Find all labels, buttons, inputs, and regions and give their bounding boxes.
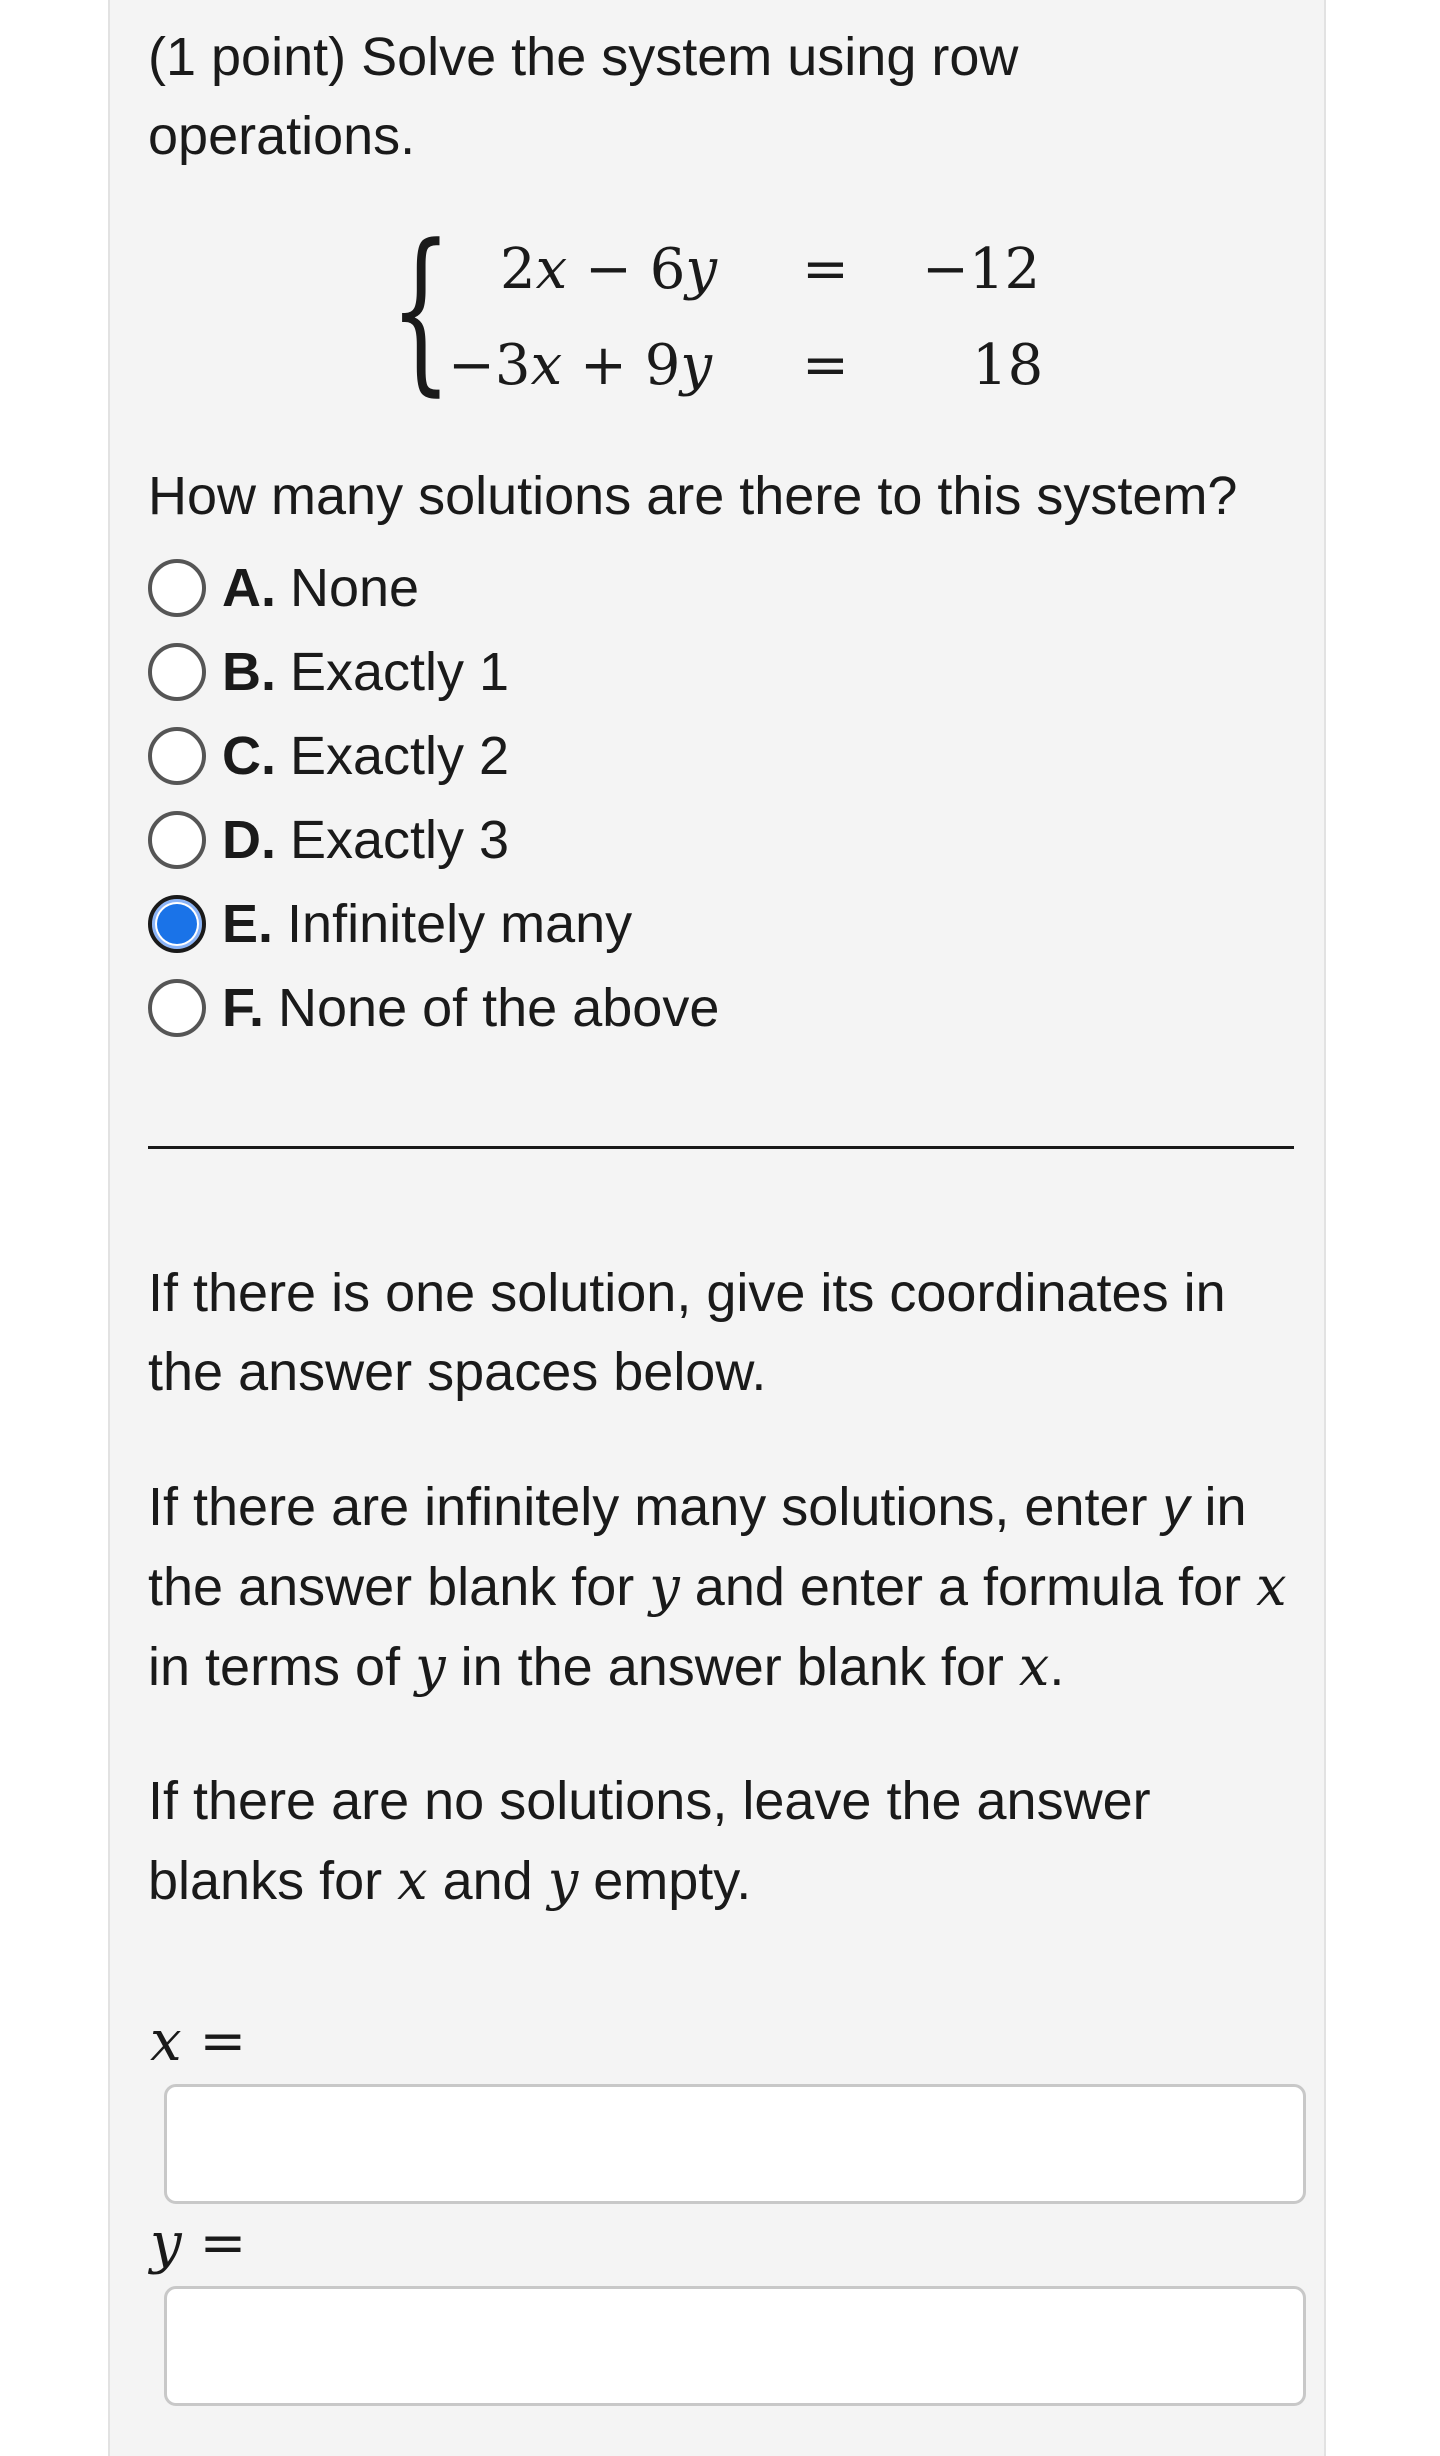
option-f-letter: F. — [222, 978, 265, 1038]
option-b-letter: B. — [222, 642, 276, 702]
equation-1-lhs: 2x − 6y — [500, 237, 718, 302]
option-b-label: Exactly 1 — [290, 642, 510, 702]
x-answer-input[interactable] — [164, 2084, 1306, 2204]
option-e-label: Infinitely many — [287, 894, 633, 954]
option-a-letter: A. — [222, 558, 276, 618]
option-f[interactable] — [148, 968, 848, 1048]
radio-f[interactable] — [148, 979, 206, 1037]
option-d-label: Exactly 3 — [290, 810, 510, 870]
option-c-letter: C. — [222, 726, 276, 786]
option-c-label: Exactly 2 — [290, 726, 510, 786]
instruction-none: If there are no solutions, leave the answer blanks for x and y empty. — [148, 1771, 1151, 1912]
question-text: How many solutions are there to this system? — [148, 466, 1238, 526]
problem-heading: (1 point) Solve the system using row operations. — [148, 27, 1019, 166]
x-answer-label: x = — [150, 2009, 247, 2074]
radio-b[interactable] — [148, 643, 206, 701]
equation-2-lhs: −3x + 9y — [448, 333, 712, 398]
option-e[interactable] — [148, 884, 848, 964]
y-answer-label: y = — [150, 2211, 247, 2276]
option-e-letter: E. — [222, 894, 274, 954]
radio-d[interactable] — [148, 811, 206, 869]
equation-2-rhs: 18 — [972, 333, 1044, 398]
option-c[interactable] — [148, 716, 848, 796]
divider — [148, 1146, 1294, 1149]
instruction-one-solution: If there is one solution, give its coordinates in the answer spaces below. — [148, 1263, 1226, 1402]
radio-a[interactable] — [148, 559, 206, 617]
option-d[interactable] — [148, 800, 848, 880]
option-a[interactable] — [148, 548, 848, 628]
equation-1-rhs: −12 — [922, 237, 1041, 302]
y-answer-input[interactable] — [164, 2286, 1306, 2406]
equation-1-equals: = — [802, 237, 849, 302]
equation-2-equals: = — [802, 333, 849, 398]
instruction-infinite: If there are infinitely many solutions, enter y in the answer blank for y and enter a formula for x in terms of y in the answer blank for x. — [148, 1477, 1287, 1698]
radio-e[interactable] — [148, 895, 206, 953]
option-f-label: None of the above — [278, 978, 720, 1038]
option-d-letter: D. — [222, 810, 276, 870]
option-b[interactable] — [148, 632, 848, 712]
radio-c[interactable] — [148, 727, 206, 785]
left-brace: { — [390, 207, 452, 412]
option-a-label: None — [290, 558, 420, 618]
